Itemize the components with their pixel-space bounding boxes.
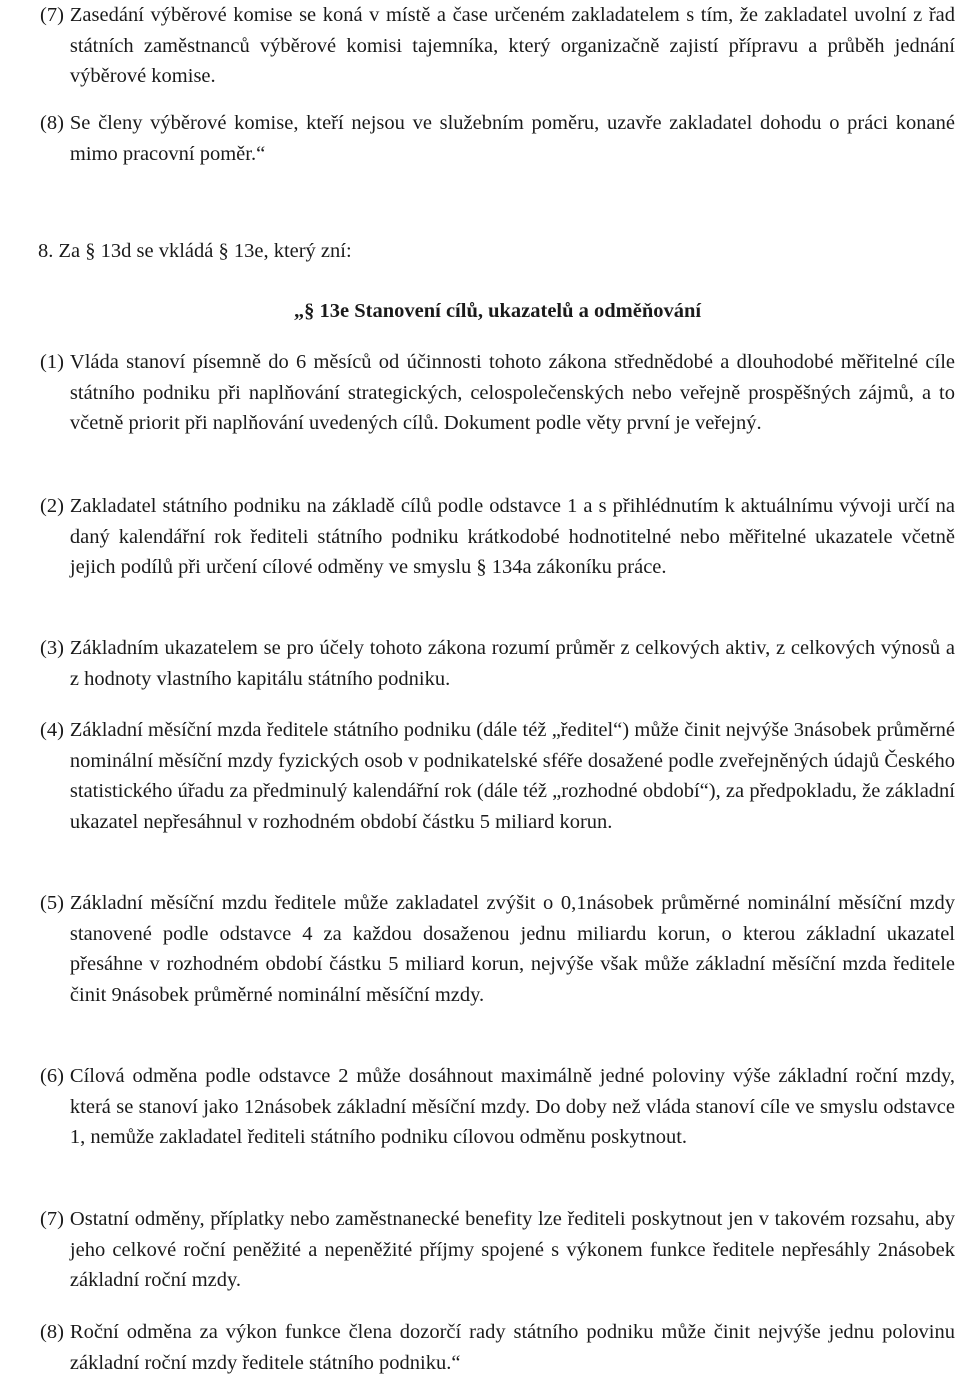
paragraph-text: Základní měsíční mzda ředitele státního podniku (dále též „ředitel“) může činit nejvýše 3násobek průměrné nominální měsíční mzdy fyzických osob v podnikatelské sféře dosažené podle zveřejněných údajů Českého statistického úřadu za předminulý kalendářní rok (dále též „rozhodné období“), za předpokladu, že základní ukazatel nepřesáhnul v rozhodném období částku 5 miliard korun. bbox=[69, 719, 955, 833]
paragraph-number: (8) bbox=[40, 1321, 64, 1343]
paragraph-text: Cílová odměna podle odstavce 2 může dosáhnout maximálně jedné poloviny výše základní roční mzdy, která se stanoví jako 12násobek základní měsíční mzdy. Do doby než vláda stanoví cíle ve smyslu odstavce 1, nemůže zakladatel řediteli státního podniku cílovou odměnu poskytnout. bbox=[69, 1065, 955, 1149]
paragraph-text: Základním ukazatelem se pro účely tohoto zákona rozumí průměr z celkových aktiv, z celkových výnosů a z hodnoty vlastního kapitálu státního podniku. bbox=[69, 637, 955, 690]
section-heading: „§ 13e Stanovení cílů, ukazatelů a odměňování bbox=[293, 300, 702, 322]
paragraph-a8 bbox=[40, 108, 955, 169]
paragraph-number: (4) bbox=[40, 719, 64, 741]
paragraph-b6 bbox=[40, 1061, 955, 1153]
paragraph-b3 bbox=[40, 633, 955, 694]
paragraph-number: (8) bbox=[40, 112, 64, 134]
paragraph-b4 bbox=[40, 715, 955, 837]
paragraph-text: Se členy výběrové komise, kteří nejsou ve služebním poměru, uzavře zakladatel dohodu o práci konané mimo pracovní poměr.“ bbox=[69, 112, 955, 165]
paragraph-b8 bbox=[40, 1317, 955, 1378]
paragraph-text: Základní měsíční mzdu ředitele může zakladatel zvýšit o 0,1násobek průměrné nominální měsíční mzdy stanovené podle odstavce 4 za každou dosaženou jednu miliardu korun, o kterou základní ukazatel přesáhne v rozhodném období částku 5 miliard korun, nejvýše však může základní měsíční mzda ředitele činit 9násobek průměrné nominální měsíční mzdy. bbox=[69, 892, 955, 1006]
paragraph-text: Ostatní odměny, příplatky nebo zaměstnanecké benefity lze řediteli poskytnout jen v takovém rozsahu, aby jeho celkové roční peněžité a nepeněžité příjmy spojené s výkonem funkce ředitele nepřesáhly 2násobek základní roční mzdy. bbox=[69, 1208, 955, 1292]
article-amendment: 8. Za § 13d se vkládá § 13e, který zní: bbox=[38, 240, 352, 262]
paragraph-a7 bbox=[40, 0, 955, 92]
paragraph-number: (6) bbox=[40, 1065, 64, 1087]
paragraph-b7 bbox=[40, 1204, 955, 1296]
paragraph-number: (5) bbox=[40, 892, 64, 914]
paragraph-text: Zakladatel státního podniku na základě cílů podle odstavce 1 a s přihlédnutím k aktuálnímu vývoji určí na daný kalendářní rok řediteli státního podniku krátkodobé hodnotitelné nebo měřitelné ukazatele včetně jejich podílů při určení cílové odměny ve smyslu § 134a zákoníku práce. bbox=[69, 495, 955, 579]
paragraph-b1 bbox=[40, 347, 955, 439]
paragraph-number: (7) bbox=[40, 4, 64, 26]
paragraph-b5 bbox=[40, 888, 955, 1010]
paragraph-number: (3) bbox=[40, 637, 64, 659]
paragraph-text: Zasedání výběrové komise se koná v místě a čase určeném zakladatelem s tím, že zakladatel uvolní z řad státních zaměstnanců výběrové komisi tajemníka, který organizačně zajistí přípravu a průběh jednání výběrové komise. bbox=[69, 4, 955, 88]
paragraph-number: (2) bbox=[40, 495, 64, 517]
paragraph-text: Vláda stanoví písemně do 6 měsíců od účinnosti tohoto zákona střednědobé a dlouhodobé měřitelné cíle státního podniku při naplňování strategických, celospolečenských nebo veřejně prospěšných zájmů, a to včetně priorit při naplňování uvedených cílů. Dokument podle věty první je veřejný. bbox=[69, 351, 955, 435]
paragraph-text: Roční odměna za výkon funkce člena dozorčí rady státního podniku může činit nejvýše jednu polovinu základní roční mzdy ředitele státního podniku.“ bbox=[69, 1321, 955, 1374]
paragraph-number: (1) bbox=[40, 351, 64, 373]
paragraph-number: (7) bbox=[40, 1208, 64, 1230]
paragraph-b2 bbox=[40, 491, 955, 583]
